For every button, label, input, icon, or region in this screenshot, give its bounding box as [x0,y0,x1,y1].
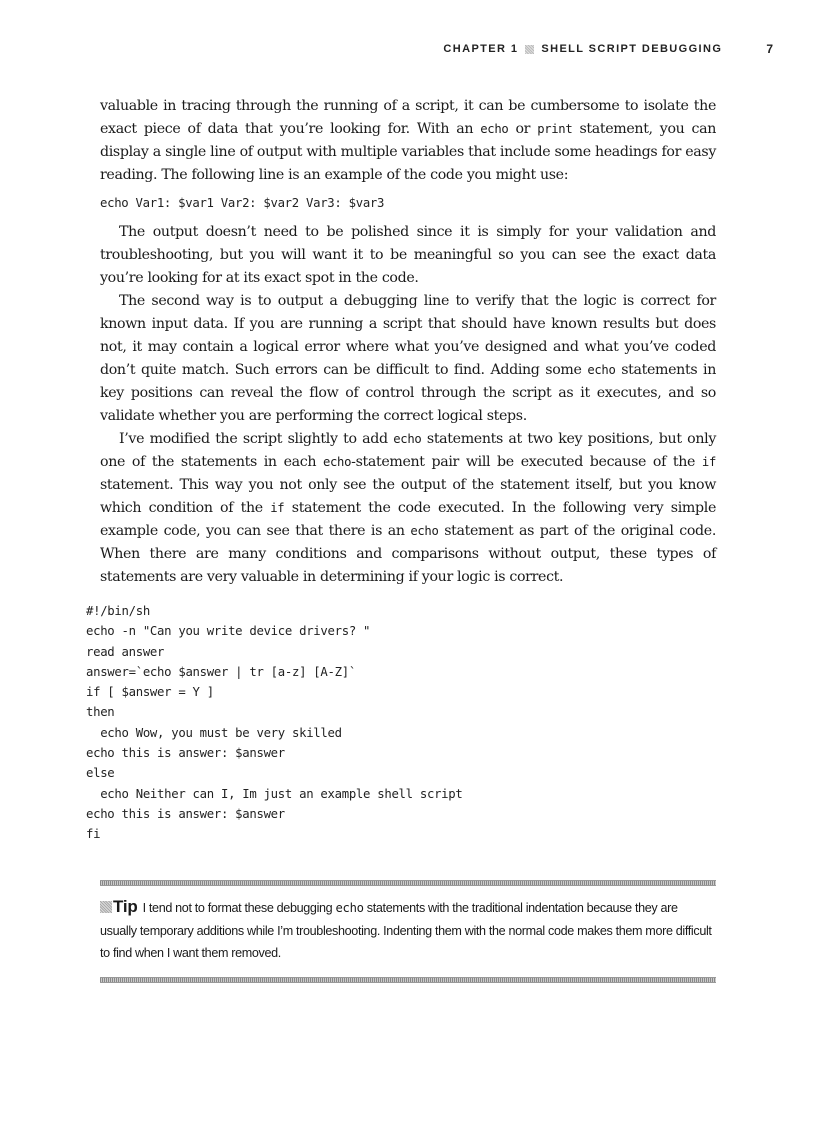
code-line: echo Neither can I, Im just an example shell script [86,786,463,801]
page-body [86,95,716,845]
text-run: valuable in tracing through the running of a script, it can be cumbersome to isolate the exact piece of data that you’re looking for. With an [100,98,716,137]
code-line: #!/bin/sh [86,604,150,618]
tip-top-rule [100,880,716,886]
text-run: The second way is to output a debugging line to verify that the logic is correct for known input data. If you are running a script that should have known results but does not, it may contain a logical error where what you’ve designed and what you’ve coded don’t quite match. Such errors can be difficult to find. Adding some [100,293,716,378]
chapter-label: CHAPTER 1 [443,43,519,55]
inline-code: echo [410,524,439,538]
shell-script-listing [86,601,716,845]
code-line: fi [86,827,101,842]
code-line: if [ $answer = Y ] [86,685,214,700]
text-run: -statement pair will be executed because of the [351,454,702,470]
separator-square-icon [525,45,534,54]
code-line: echo -n "Can you write device drivers? " [86,624,371,639]
text-run: statement as part of the original code. When there are many conditions and comparisons without output, these types of statements are very valuable in determining if your logic is correct. [100,523,716,585]
inline-code: echo [335,901,364,915]
tip-text [100,896,716,965]
text-run: statements with the traditional indentation because they are usually temporary additions while I’m troubleshooting. Indenting them with the normal code makes them more difficult to find when I want them removed. [100,901,712,960]
text-run: I’ve modified the script slightly to add [119,431,394,447]
code-line: echo this is answer: $answer [86,746,285,761]
code-line: read answer [86,644,165,659]
code-line: else [86,766,115,781]
inline-code: echo [587,363,616,377]
inline-code: if [270,501,285,515]
paragraph-2: The output doesn’t need to be polished since it is simply for your validation and troubleshooting, but you will want it to be meaningful so you can see the exact data you’re looking for at its exact spot in the code. [100,224,716,286]
code-line: then [86,705,115,720]
paragraph-3 [100,290,716,428]
text-run: statement. This way you not only see the output of the statement itself, but you know which condition of the [100,477,716,516]
text-run: statements at two key positions, but only one of the statements in each [100,431,716,470]
text-run: statement, you can display a single line of output with multiple variables that include some headings for easy reading. The following line is an example of the code you might use: [100,121,716,183]
inline-code: if [701,455,716,469]
tip-label: Tip [113,897,138,916]
inline-code: echo [480,122,509,136]
code-line: echo Wow, you must be very skilled [86,725,342,740]
inline-code: echo [322,455,352,469]
text-run: statements in key positions can reveal the flow of control through the script as it executes, and so validate whether you are performing the correct logical steps. [100,362,716,424]
text-run: or [508,121,538,137]
inline-code: print [537,122,573,136]
code-example-line: echo Var1: $var1 Var2: $var2 Var3: $var3 [100,196,385,210]
tip-bottom-rule [100,977,716,983]
paragraph-1 [100,95,716,187]
code-line: echo this is answer: $answer [86,806,285,821]
text-run: I tend not to format these debugging [142,901,336,915]
running-header [100,42,773,56]
chapter-title: SHELL SCRIPT DEBUGGING [541,43,723,55]
text-run: statement the code executed. In the following very simple example code, you can see that there is an [100,500,716,539]
page-number: 7 [766,42,773,56]
tip-square-icon [100,901,112,913]
tip-box [100,880,716,983]
paragraph-4 [100,428,716,589]
inline-code: echo [393,432,422,446]
code-line: answer=`echo $answer | tr [a-z] [A-Z]` [86,664,356,679]
